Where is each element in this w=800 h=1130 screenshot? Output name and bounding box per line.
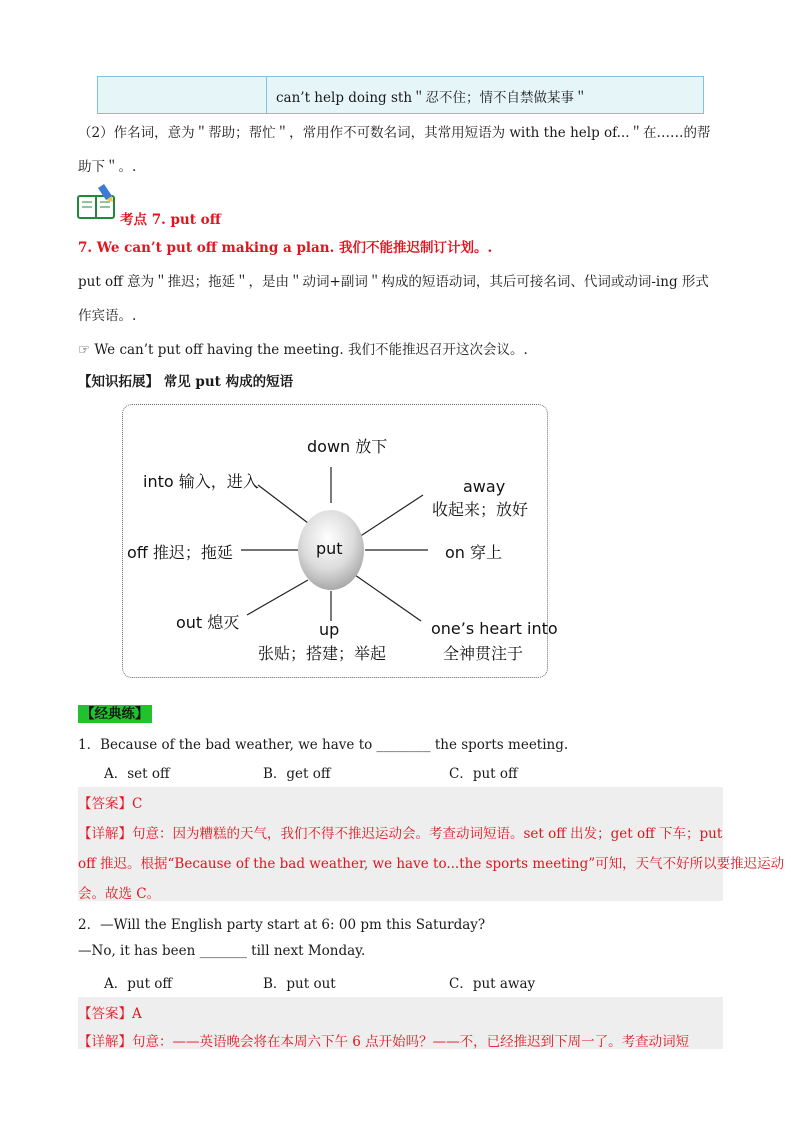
diagram-heart-cn: 全神贯注于 xyxy=(443,644,524,663)
spoke-heart xyxy=(355,575,421,621)
q1-detail-line-1: 【详解】句意：因为糟糕的天气，我们不得不推迟运动会。考查动词短语。set off 出发；get off 下车；put xyxy=(78,826,723,842)
q2-stem-2: —No, it has been _______ till next Monday. xyxy=(78,943,366,959)
book-pencil-icon xyxy=(76,184,120,220)
diagram-on: on 穿上 xyxy=(445,543,503,562)
diagram-away-en: away xyxy=(463,477,506,496)
q1-option-a: A．set off xyxy=(104,766,170,782)
spoke-into xyxy=(258,485,308,523)
put-phrase-diagram xyxy=(122,404,558,678)
table-cell-phrase: can’t help doing sth＂忍不住；情不自禁做某事＂ xyxy=(276,90,588,106)
put-off-example: ☞ We can’t put off having the meeting. 我们不能推迟召开这次会议。. xyxy=(78,342,528,358)
q2-answer: 【答案】A xyxy=(78,1006,142,1022)
kaodian-title: 考点 7. put off xyxy=(120,212,221,228)
q2-detail-line-1: 【详解】句意：——英语晚会将在本周六下午 6 点开始吗？——不，已经推迟到下周一了。考查动词短 xyxy=(78,1034,690,1050)
q2-stem-1: 2．—Will the English party start at 6: 00 pm this Saturday? xyxy=(78,917,486,933)
diagram-up-cn: 张贴；搭建；举起 xyxy=(258,644,387,663)
diagram-heart-en: one’s heart into xyxy=(431,619,558,638)
q2-option-b: B．put out xyxy=(263,976,336,992)
practice-tag: 【经典练】 xyxy=(78,705,152,723)
diagram-into: into 输入，进入 xyxy=(143,472,259,491)
noun-usage-line-1: （2）作名词，意为＂帮助；帮忙＂，常用作不可数名词，其常用短语为 with the help of...＂在……的帮 xyxy=(78,125,711,141)
q1-answer: 【答案】C xyxy=(78,796,143,812)
knowledge-heading: 【知识拓展】 常见 put 构成的短语 xyxy=(78,374,294,390)
q2-option-a: A．put off xyxy=(104,976,173,992)
q1-stem: 1．Because of the bad weather, we have to ________ the sports meeting. xyxy=(78,737,569,753)
diagram-center-put: put xyxy=(316,539,343,558)
q1-detail-line-2: off 推迟。根据“Because of the bad weather, we have to...the sports meeting”可知，天气不好所以要推迟运动 xyxy=(78,856,785,872)
diagram-out: out 熄灭 xyxy=(176,613,240,632)
example-sentence-title: 7. We can’t put off making a plan. 我们不能推迟制订计划。. xyxy=(78,240,493,256)
spoke-out xyxy=(247,580,308,615)
q2-option-c: C．put away xyxy=(449,976,536,992)
q1-option-b: B．get off xyxy=(263,766,331,782)
spoke-away xyxy=(359,495,423,537)
diagram-off: off 推迟；拖延 xyxy=(127,543,233,562)
q1-answer-box xyxy=(78,787,785,902)
table-cell-empty xyxy=(98,77,267,113)
q2-answer-box xyxy=(78,997,723,1049)
diagram-away-cn: 收起来；放好 xyxy=(432,500,529,519)
put-off-explanation-line-2: 作宾语。. xyxy=(78,308,137,324)
phrase-table-row xyxy=(97,76,704,114)
diagram-down: down 放下 xyxy=(307,437,388,456)
noun-usage-line-2: 助下＂。. xyxy=(78,159,137,175)
diagram-up-en: up xyxy=(319,620,340,639)
put-off-explanation-line-1: put off 意为＂推迟；拖延＂，是由＂动词+副词＂构成的短语动词，其后可接名词、代词或动词-ing 形式 xyxy=(78,274,709,290)
q1-option-c: C．put off xyxy=(449,766,518,782)
q1-detail-line-3: 会。故选 C。 xyxy=(78,886,161,902)
